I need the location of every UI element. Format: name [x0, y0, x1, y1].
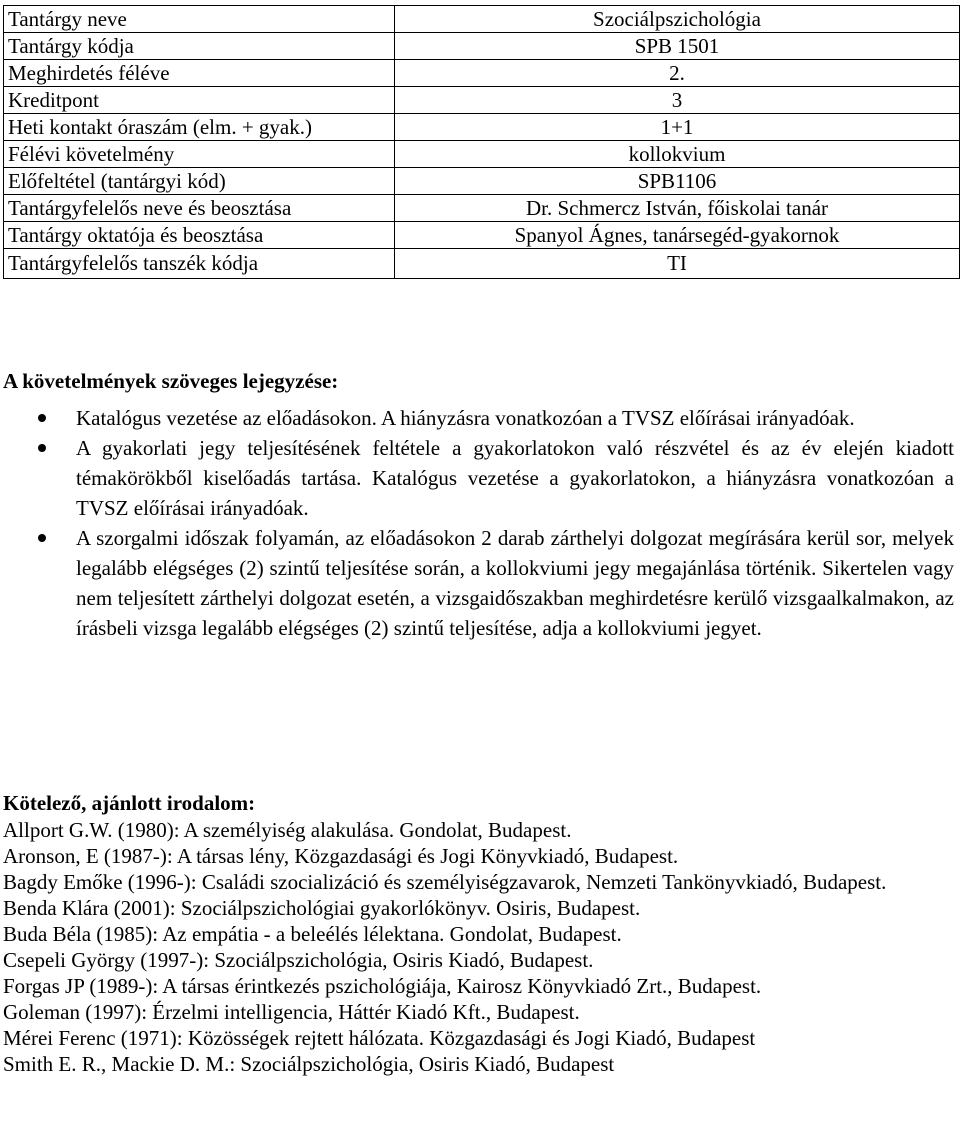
course-info-table — [3, 5, 960, 279]
row-value: 3 — [395, 87, 960, 114]
bullet-icon — [38, 534, 46, 542]
literature-list — [3, 817, 955, 1077]
row-value: kollokvium — [395, 141, 960, 168]
row-label: Előfeltétel (tantárgyi kód) — [4, 168, 395, 195]
row-value: Dr. Schmercz István, főiskolai tanár — [395, 195, 960, 222]
row-label: Tantárgyfelelős neve és beosztása — [4, 195, 395, 222]
table-row — [4, 33, 960, 60]
reference-item: Aronson, E (1987-): A társas lény, Közgazdasági és Jogi Könyvkiadó, Budapest. — [3, 844, 679, 868]
table-row — [4, 87, 960, 114]
reference-item: Goleman (1997): Érzelmi intelligencia, Háttér Kiadó Kft., Budapest. — [3, 1000, 580, 1024]
row-label: Tantárgy kódja — [4, 33, 395, 60]
row-value: TI — [395, 249, 960, 279]
reference-item: Smith E. R., Mackie D. M.: Szociálpszichológia, Osiris Kiadó, Budapest — [3, 1052, 615, 1076]
row-label: Heti kontakt óraszám (elm. + gyak.) — [4, 114, 395, 141]
list-item — [0, 433, 960, 523]
row-label: Kreditpont — [4, 87, 395, 114]
row-value: 2. — [395, 60, 960, 87]
literature-heading: Kötelező, ajánlott irodalom: — [3, 791, 256, 815]
reference-item: Bagdy Emőke (1996-): Családi szocializáció és személyiségzavarok, Nemzeti Tankönyvkiadó, Budapest. — [3, 870, 887, 894]
row-label: Meghirdetés féléve — [4, 60, 395, 87]
requirements-list — [0, 403, 960, 643]
row-value: SPB1106 — [395, 168, 960, 195]
table-row — [4, 168, 960, 195]
row-value: 1+1 — [395, 114, 960, 141]
list-item-text: A szorgalmi időszak folyamán, az előadásokon 2 darab zárthelyi dolgozat megírására kerül sor, melyek legalább elégséges (2) szintű teljesítése során, a kollokviumi jegy megajánlása történik. Sikertelen vagy nem teljesített zárthelyi dolgozat esetén, a vizsgaidőszakban meghirdetésre kerülő vizsgaalkalmakon, az írásbeli vizsga legalább elégséges (2) szintű teljesítése, adja a kollokviumi jegyet. — [76, 526, 954, 640]
reference-item: Forgas JP (1989-): A társas érintkezés pszichológiája, Kairosz Könyvkiadó Zrt., Budapest. — [3, 974, 762, 998]
table-row — [4, 6, 960, 33]
row-label: Tantárgyfelelős tanszék kódja — [4, 249, 395, 279]
bullet-icon — [38, 444, 46, 452]
reference-item: Benda Klára (2001): Szociálpszichológiai gyakorlókönyv. Osiris, Budapest. — [3, 896, 641, 920]
list-item — [0, 523, 960, 643]
table-row — [4, 195, 960, 222]
reference-item: Buda Béla (1985): Az empátia - a beleélés lélektana. Gondolat, Budapest. — [3, 922, 622, 946]
row-value: Szociálpszichológia — [395, 6, 960, 33]
row-label: Tantárgy oktatója és beosztása — [4, 222, 395, 249]
reference-item: Allport G.W. (1980): A személyiség alakulása. Gondolat, Budapest. — [3, 818, 572, 842]
reference-item: Csepeli György (1997-): Szociálpszichológia, Osiris Kiadó, Budapest. — [3, 948, 594, 972]
table-row — [4, 114, 960, 141]
row-label: Tantárgy neve — [4, 6, 395, 33]
table-row — [4, 141, 960, 168]
table-row — [4, 249, 960, 279]
list-item-text: Katalógus vezetése az előadásokon. A hiányzásra vonatkozóan a TVSZ előírásai irányadóak. — [76, 406, 855, 430]
reference-item: Mérei Ferenc (1971): Közösségek rejtett hálózata. Közgazdasági és Jogi Kiadó, Budapest — [3, 1026, 756, 1050]
row-label: Félévi követelmény — [4, 141, 395, 168]
list-item-text: A gyakorlati jegy teljesítésének feltétele a gyakorlatokon való részvétel és az év elején kiadott témakörökből kiselőadás tartása. Katalógus vezetése a gyakorlatokon, a hiányzásra vonatkozóan a TVSZ előírásai irányadóak. — [76, 436, 954, 520]
bullet-icon — [38, 414, 46, 422]
table-row — [4, 222, 960, 249]
row-value: SPB 1501 — [395, 33, 960, 60]
row-value: Spanyol Ágnes, tanársegéd-gyakornok — [395, 222, 960, 249]
requirements-heading: A követelmények szöveges lejegyzése: — [3, 369, 339, 393]
list-item — [0, 403, 960, 433]
table-row — [4, 60, 960, 87]
